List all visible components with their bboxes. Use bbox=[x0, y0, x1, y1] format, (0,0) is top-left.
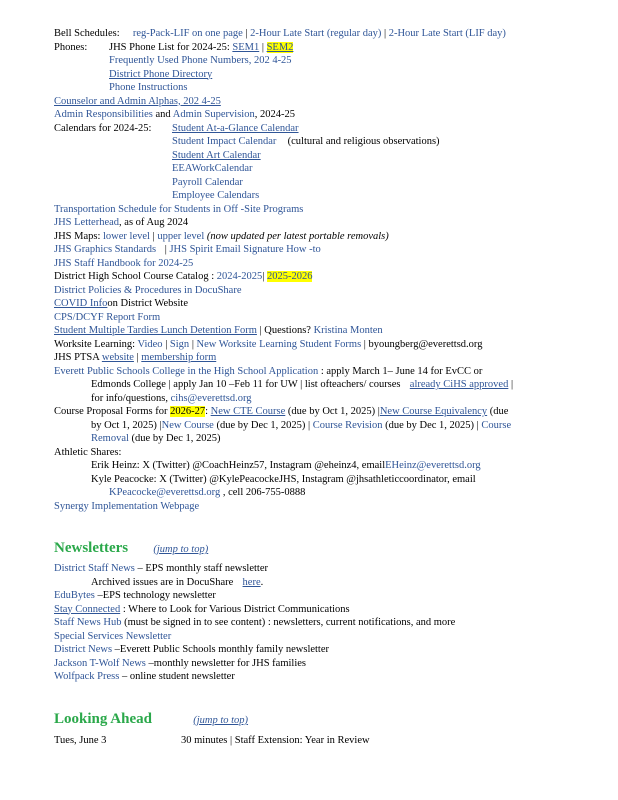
staff-news-desc: – EPS monthly staff newsletter bbox=[137, 563, 268, 574]
ahead-date: Tues, June 3 bbox=[54, 735, 107, 746]
phone-list-line: JHS Phone List for 2024-25: SEM1 | SEM2 bbox=[109, 41, 294, 53]
ahead-heading: Looking Ahead bbox=[54, 711, 152, 727]
stay-connected-link[interactable]: Stay Connected bbox=[54, 603, 121, 615]
tardies-form-link[interactable]: Student Multiple Tardies Lunch Detention Form bbox=[54, 325, 257, 336]
ahead-event-line bbox=[54, 734, 106, 748]
ptsa-label: JHS PTSA bbox=[54, 352, 100, 363]
policies-line bbox=[54, 284, 242, 298]
frequent-numbers-line bbox=[109, 54, 292, 68]
proposal-label: Course Proposal Forms for bbox=[54, 406, 168, 417]
phone-instructions-link[interactable]: Phone Instructions bbox=[109, 82, 188, 93]
counselor-alphas-link[interactable]: Counselor and Admin Alphas, 202 4-25 bbox=[54, 95, 221, 107]
calendar-art-link[interactable]: Student Art Calendar bbox=[172, 149, 261, 161]
proposal-line-3 bbox=[91, 432, 220, 446]
admin-and: and bbox=[155, 109, 171, 120]
district-news-desc: –Everett Public Schools monthly family newsletter bbox=[114, 644, 330, 655]
catalog-2025-link[interactable]: 2025-2026 bbox=[266, 271, 313, 282]
worksite-label: Worksite Learning: bbox=[54, 338, 136, 350]
proposal-due3: (due by Dec 1, 2025) | bbox=[216, 419, 311, 431]
letterhead-link[interactable]: JHS Letterhead bbox=[54, 217, 120, 228]
athletic-erik-line bbox=[91, 459, 481, 473]
proposal-due1: (due by Oct 1, 2025) | bbox=[287, 406, 380, 417]
wolfpack-desc: – online student newsletter bbox=[121, 671, 235, 682]
news-hub-desc: (must be signed in to see content) : newsletters, current notifications, and more bbox=[124, 617, 456, 628]
athletic-label: Athletic Shares: bbox=[54, 446, 122, 458]
worksite-email: | byoungberg@everettsd.org bbox=[363, 338, 483, 350]
email-signature-link[interactable]: JHS Spirit Email Signature How -to bbox=[169, 244, 321, 255]
calendar-item bbox=[172, 176, 243, 190]
special-services-link[interactable]: Special Services Newsletter bbox=[54, 630, 172, 642]
letterhead-line bbox=[54, 216, 188, 230]
ahead-event-desc-line bbox=[181, 734, 370, 748]
news-hub-line bbox=[54, 616, 455, 630]
stay-connected-line bbox=[54, 603, 350, 617]
calendars-line bbox=[54, 122, 151, 136]
phones-label: Phones: bbox=[54, 41, 88, 53]
bell-label: Bell Schedules: bbox=[54, 28, 120, 39]
proposal-due2a: (due bbox=[489, 406, 509, 417]
ahead-event: 30 minutes | Staff Extension: Year in Review bbox=[181, 735, 370, 746]
college-line2-text: Edmonds College | apply Jan 10 –Feb 11 for UW | list ofteachers/ courses bbox=[91, 379, 401, 390]
jackson-news-link[interactable]: Jackson T-Wolf News bbox=[54, 657, 146, 669]
maps-label: JHS Maps: bbox=[54, 230, 101, 242]
synergy-link[interactable]: Synergy Implementation Webpage bbox=[54, 500, 200, 512]
college-line-2 bbox=[91, 378, 513, 392]
calendar-impact-link[interactable]: Student Impact Calendar bbox=[172, 136, 277, 147]
policies-link[interactable]: District Policies & Procedures in DocuShare bbox=[54, 284, 242, 296]
cps-report-link[interactable]: CPS/DCYF Report Form bbox=[54, 311, 161, 323]
worksite-forms-link[interactable]: New Worksite Learning Student Forms bbox=[196, 338, 362, 350]
newsletters-jump-link[interactable]: (jump to top) bbox=[153, 544, 209, 555]
jackson-news-desc: –monthly newsletter for JHS families bbox=[148, 657, 307, 669]
college-line2-sep: | bbox=[510, 379, 514, 390]
proposal-due4: (due by Dec 1, 2025) | bbox=[385, 419, 479, 431]
archived-line: Archived issues are in DocuShare here. bbox=[91, 576, 264, 588]
calendar-item bbox=[172, 135, 440, 149]
proposal-colon: : bbox=[205, 406, 209, 417]
graphics-standards-link[interactable]: JHS Graphics Standards bbox=[54, 244, 157, 255]
admin-supervision-link[interactable]: Admin Supervision bbox=[172, 109, 255, 120]
counselor-line bbox=[54, 95, 221, 109]
catalog-line: District High School Course Catalog : 2024-2025| 2025-2026 bbox=[54, 271, 313, 282]
sem1-link[interactable]: SEM1 bbox=[232, 41, 260, 53]
archived-text: Archived issues are in DocuShare bbox=[91, 576, 234, 588]
staff-news-hub-link[interactable]: Staff News Hub bbox=[54, 617, 122, 628]
college-line1-rest: : apply March 1– June 14 for EvCC or bbox=[320, 365, 483, 377]
tardies-questions: | Questions? bbox=[259, 325, 311, 336]
transport-line bbox=[54, 203, 303, 217]
kyle-cell: , cell 206-755-0888 bbox=[222, 487, 306, 498]
ahead-heading-line bbox=[54, 713, 248, 728]
cihs-approved-link[interactable]: already CiHS approved bbox=[409, 379, 509, 390]
calendars-label: Calendars for 2024-25: bbox=[54, 122, 152, 134]
ptsa-website-link[interactable]: website bbox=[101, 352, 134, 363]
staff-handbook-link[interactable]: JHS Staff Handbook for 2024-25 bbox=[54, 257, 194, 269]
calendar-at-a-glance-link[interactable]: Student At-a-Glance Calendar bbox=[172, 122, 299, 134]
calendar-employee-link[interactable]: Employee Calendars bbox=[172, 190, 260, 201]
athletic-kyle-line bbox=[91, 473, 476, 487]
bell-link-lif[interactable]: reg-Pack-LIF on one page bbox=[132, 28, 243, 39]
proposal-due5: (due by Dec 1, 2025) bbox=[131, 433, 221, 444]
course-link[interactable]: Course bbox=[481, 419, 512, 431]
calendar-item bbox=[172, 189, 259, 203]
proposal-line-1 bbox=[54, 405, 508, 419]
staff-news-line bbox=[54, 562, 268, 576]
calendar-item bbox=[172, 122, 299, 136]
course-revision-link[interactable]: Course Revision bbox=[312, 419, 383, 431]
edubytes-line bbox=[54, 589, 216, 603]
new-cte-course-link[interactable]: New CTE Course bbox=[210, 406, 286, 417]
college-line-1 bbox=[54, 365, 482, 379]
district-news-line bbox=[54, 643, 329, 657]
letterhead-note: , as of Aug 2024 bbox=[119, 217, 189, 228]
special-services-line bbox=[54, 630, 171, 644]
kyle-email-link[interactable]: KPeacocke@everettsd.org bbox=[109, 487, 221, 498]
erik-email-link[interactable]: EHeinz@everettsd.org bbox=[385, 460, 481, 471]
maps-line: JHS Maps: lower level | upper level (now updated per latest portable removals) bbox=[54, 230, 389, 242]
admin-line bbox=[54, 108, 295, 122]
proposal-year: 2026-27 bbox=[170, 406, 206, 417]
directory-line bbox=[109, 68, 212, 82]
handbook-line bbox=[54, 257, 193, 271]
worksite-line: Worksite Learning: Video | Sign | New Worksite Learning Student Forms | byoungberg@everettsd.org bbox=[54, 338, 483, 350]
sem2-link[interactable]: SEM2 bbox=[266, 41, 294, 53]
tardies-line bbox=[54, 324, 383, 338]
college-line3-text: for info/questions, bbox=[91, 392, 168, 404]
calendar-impact-note: (cultural and religious observations) bbox=[287, 136, 440, 147]
wolfpack-press-link[interactable]: Wolfpack Press bbox=[54, 671, 120, 682]
bell-link-late-lif[interactable]: 2-Hour Late Start (LIF day) bbox=[388, 28, 506, 39]
bell-link-late-regular[interactable]: 2-Hour Late Start (regular day) bbox=[250, 28, 382, 39]
athletic-kyle-email-line bbox=[109, 486, 305, 500]
map-lower-link[interactable]: lower level bbox=[103, 230, 150, 242]
college-line-3 bbox=[91, 392, 252, 406]
archived-here-link[interactable]: here bbox=[242, 576, 261, 588]
edubytes-desc: –EPS technology newsletter bbox=[97, 590, 216, 601]
district-staff-news-link[interactable]: District Staff News bbox=[54, 563, 135, 574]
covid-info-link[interactable]: COVID Info bbox=[54, 298, 108, 309]
frequent-numbers-link[interactable]: Frequently Used Phone Numbers, 202 4-25 bbox=[109, 55, 292, 66]
catalog-2024-link[interactable]: 2024-2025 bbox=[216, 271, 263, 282]
worksite-sign-link[interactable]: Sign bbox=[169, 338, 190, 350]
graphics-line: JHS Graphics Standards | JHS Spirit Email Signature How -to bbox=[54, 244, 321, 255]
removal-link[interactable]: Removal bbox=[91, 433, 129, 444]
cihs-email-link[interactable]: cihs@everettsd.org bbox=[170, 392, 252, 404]
wolfpack-line bbox=[54, 670, 235, 684]
covid-line bbox=[54, 297, 188, 311]
synergy-line bbox=[54, 500, 199, 514]
proposal-line-2 bbox=[91, 419, 511, 433]
ahead-jump-link[interactable]: (jump to top) bbox=[193, 715, 249, 726]
calendar-eea-link[interactable]: EEAWorkCalendar bbox=[172, 163, 253, 174]
bell-schedules-line: Bell Schedules: reg-Pack-LIF on one page | 2-Hour Late Start (regular day) | 2-Hour Late Start (LIF day) bbox=[54, 28, 506, 39]
admin-responsibilities-link[interactable]: Admin Responsibilities bbox=[54, 109, 153, 120]
college-application-link[interactable]: Everett Public Schools College in the High School Application bbox=[54, 365, 319, 377]
cps-line bbox=[54, 311, 160, 325]
edubytes-link[interactable]: EduBytes bbox=[54, 590, 95, 601]
jackson-news-line bbox=[54, 657, 306, 671]
phones-line bbox=[54, 41, 87, 55]
calendar-item bbox=[172, 149, 261, 163]
phone-list-prefix: JHS Phone List for 2024-25: bbox=[109, 41, 230, 53]
athletic-line bbox=[54, 446, 121, 460]
calendar-item bbox=[172, 162, 253, 176]
ptsa-membership-link[interactable]: membership form bbox=[141, 352, 217, 363]
covid-text: on District Website bbox=[107, 298, 188, 309]
district-news-link[interactable]: District News bbox=[54, 644, 113, 655]
worksite-video-link[interactable]: Video bbox=[137, 338, 163, 350]
maps-note: (now updated per latest portable removals) bbox=[206, 230, 389, 242]
newsletters-heading: Newsletters bbox=[54, 540, 129, 556]
ptsa-line: JHS PTSA website | membership form bbox=[54, 352, 217, 363]
tardies-contact-link[interactable]: Kristina Monten bbox=[313, 325, 383, 336]
proposal-line2-a: by Oct 1, 2025) | bbox=[91, 419, 162, 431]
athletic-kyle-text: Kyle Peacocke: X (Twitter) @KylePeacockeJHS, Instagram @jhsathleticcoordinator, email bbox=[91, 473, 476, 485]
new-course-equivalency-link[interactable]: New Course Equivalency bbox=[379, 406, 488, 417]
transport-schedule-link[interactable]: Transportation Schedule for Students in Off -Site Programs bbox=[54, 203, 304, 215]
map-upper-link[interactable]: upper level bbox=[157, 230, 205, 242]
instructions-line bbox=[109, 81, 187, 95]
athletic-erik-text: Erik Heinz: X (Twitter) @CoachHeinz57, Instagram @eheinz4, email bbox=[91, 460, 386, 471]
calendar-payroll-link[interactable]: Payroll Calendar bbox=[172, 176, 243, 188]
phone-directory-link[interactable]: District Phone Directory bbox=[109, 68, 213, 80]
catalog-label: District High School Course Catalog : bbox=[54, 271, 215, 282]
stay-connected-desc: : Where to Look for Various District Communications bbox=[122, 603, 350, 615]
newsletters-heading-line bbox=[54, 542, 208, 557]
new-course-link[interactable]: New Course bbox=[161, 419, 214, 431]
admin-year: , 2024-25 bbox=[254, 109, 295, 120]
